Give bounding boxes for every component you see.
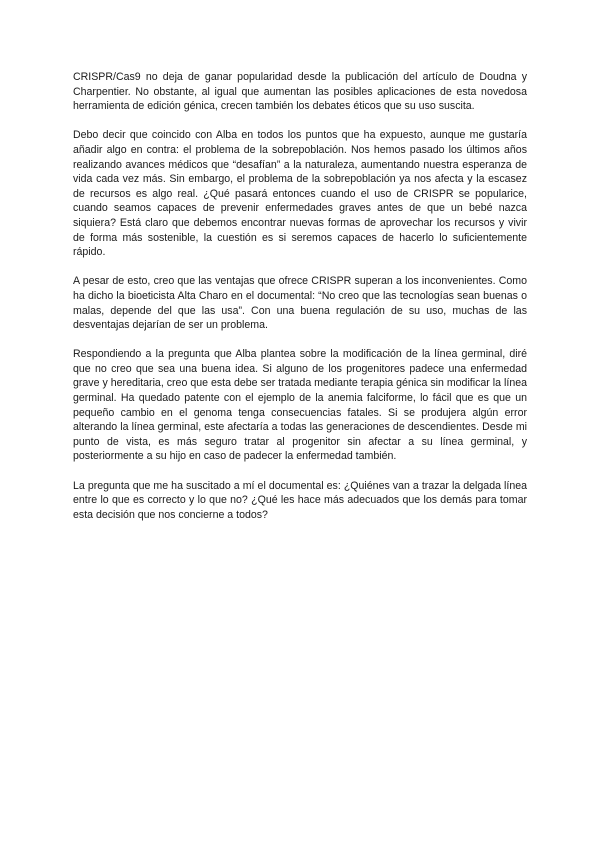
- paragraph-overpopulation: Debo decir que coincido con Alba en todos los puntos que ha expuesto, aunque me gustaría añadir algo en contra: el problema de la sobrepoblación. Nos hemos pasado los últimos años realizando avances médicos que “desafían” a la naturaleza, aumentando nuestra esperanza de vida cada vez más. Sin embargo, el problema de la sobrepoblación ya nos afecta y la escasez de recursos es algo real. ¿Qué pasará entonces cuando el uso de CRISPR se popularice, cuando seamos capaces de prevenir enfermedades graves antes de que un bebé nazca siquiera? Está claro que debemos encontrar nuevas formas de aprovechar los recursos y vivir de forma más sostenible, la cuestión es si seremos capaces de hacerlo lo suficientemente rápido.: [73, 129, 527, 259]
- paragraph-closing-question: La pregunta que me ha suscitado a mí el documental es: ¿Quiénes van a trazar la delgada línea entre lo que es correcto y lo que no? ¿Qué les hace más adecuados que los demás para tomar esta decisión que nos concierne a todos?: [73, 479, 527, 521]
- paragraph-advantages: A pesar de esto, creo que las ventajas que ofrece CRISPR superan a los inconvenientes. Como ha dicho la bioeticista Alta Charo en el documental: “No creo que las tecnologías sean buenas o malas, depende del que las usa”. Con una buena regulación de su uso, muchas de las desventajas dejarían de ser un problema.: [73, 275, 527, 332]
- paragraph-germline: Respondiendo a la pregunta que Alba plantea sobre la modificación de la línea germinal, diré que no creo que sea una buena idea. Si alguno de los progenitores padece una enfermedad grave y hereditaria, creo que esta debe ser tratada mediante terapia génica sin modificar la línea germinal. Ha quedado patente con el ejemplo de la anemia falciforme, lo fácil que es que un pequeño cambio en el genoma tenga consecuencias fatales. Si se produjera algún error alterando la línea germinal, este afectaría a todas las generaciones de descendientes. Desde mi punto de vista, es más seguro tratar al progenitor sin afectar a su línea germinal, y posteriormente a su hijo en caso de padecer la enfermedad también.: [73, 348, 527, 463]
- document-body: [73, 70, 527, 537]
- paragraph-crispr-intro: CRISPR/Cas9 no deja de ganar popularidad desde la publicación del artículo de Doudna y Charpentier. No obstante, al igual que aumentan las posibles aplicaciones de esta novedosa herramienta de edición génica, crecen también los debates éticos que su uso suscita.: [73, 71, 527, 113]
